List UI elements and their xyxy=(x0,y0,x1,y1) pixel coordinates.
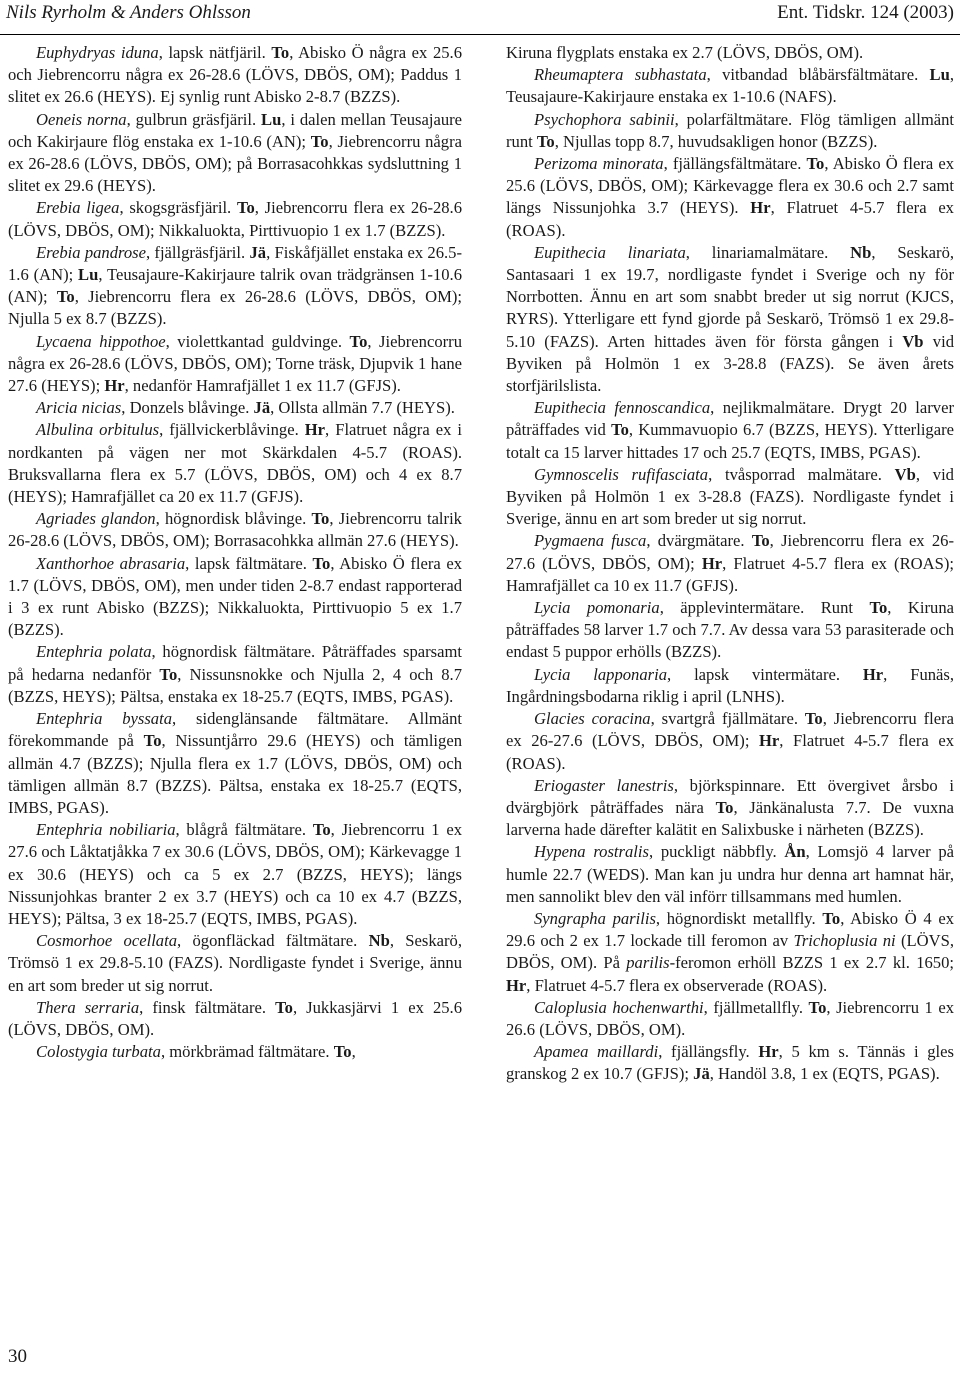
entry-text: , Jänkänalusta 7.7. De vuxna larverna hade därefter kalätit en Salixbuske i närheten (BZZS). xyxy=(506,797,954,840)
entry-text: , Flatruet 4-5.7 flera ex (ROAS). xyxy=(506,198,954,240)
province-code: To xyxy=(275,997,293,1017)
entry-text: , Abisko Ö flera ex 1.7 (LÖVS, DBÖS, OM), men under tiden 2-8.7 endast rapporterad i 3 ex runt Abisko (BZZS); Nikkaluokta, Pirttivuopio 5 ex 1.7 (BZZS). xyxy=(8,553,462,640)
entry-text: (LÖVS, DBÖS, OM). På xyxy=(506,931,955,973)
province-code: To xyxy=(869,598,888,618)
entry-text: , mörkbrämad fältmätare. xyxy=(160,1042,334,1062)
province-code: To xyxy=(822,908,841,928)
province-code: Hr xyxy=(759,731,780,751)
species-entry xyxy=(506,464,954,531)
entry-text: , fjällvickerblåvinge. xyxy=(159,420,305,440)
species-entry xyxy=(8,331,462,398)
entry-text: , Kummavuopio 6.7 (BZZS, HEYS). Ytterligare totalt ca 15 larver hittades 17 och 25.7 (EQTS, IMBS, PGAS). xyxy=(506,420,954,462)
species-entry xyxy=(506,1041,954,1085)
entry-text: , Jiebrencorru några ex 26-28.6 (LÖVS, DBÖS, OM); på Borrasacohkkas sydsluttning 1 slitet ex 29.6 (HEYS). xyxy=(8,131,462,196)
province-code: Hr xyxy=(506,975,527,995)
species-name: Colostygia turbata xyxy=(36,1042,161,1062)
entry-text: , Seskarö, Santasaari 1 ex 19.7, nordligaste fyndet i Sverige och ny för Norrbotten. Ännu en art som snabbt breder ut sig norrut (KJCS, RYRS). Ytterligare ett fynd gjorde på Seskarö, Trömsö 1 ex 29.8-5.10 (FAZS). Arten hittades även för första gången i xyxy=(506,242,955,351)
species-entry xyxy=(8,1041,462,1063)
entry-text: , fjällängsfly. xyxy=(658,1042,759,1062)
entry-text: , Funäs, Ingårdningsbodarna riklig i april (LNHS). xyxy=(506,664,955,706)
species-entry xyxy=(506,153,954,242)
entry-text: , Donzels blåvinge. xyxy=(121,398,254,418)
species-entry xyxy=(8,508,462,552)
province-code: Nb xyxy=(368,931,390,951)
right-text-column xyxy=(506,42,954,1086)
entry-text: , Njullas topp 8.7, huvudsakligen honor (BZZS). xyxy=(554,131,878,151)
province-code: Ån xyxy=(784,842,806,862)
entry-text: , Abisko Ö flera ex 25.6 (LÖVS, DBÖS, OM); Kärkevagge flera ex 30.6 och 2.7 samt längs Nissunjohka 3.7 (HEYS). xyxy=(506,154,955,218)
species-entry xyxy=(8,242,462,331)
province-code: To xyxy=(312,820,331,840)
province-code: To xyxy=(310,131,329,151)
entry-text: , björkspinnare. Ett övergivet årsbo i dvärgbjörk påträffades nära xyxy=(506,775,954,817)
entry-text: , Nissuntjårro 29.6 (HEYS) och tämligen allmän 4.7 (BZZS); Njulla flera ex 1.7 (LÖVS, DBÖS, OM) och tämligen allmän 8.7 (BZZS). Pältsa, enstaka ex 18-25.7 (EQTS, IMBS, PGAS). xyxy=(8,731,462,817)
entry-text: , i dalen mellan Teusajaure och Kakirjaure flög enstaka ex 1-10.6 (AN); xyxy=(8,109,463,151)
species-name: Entephria nobiliaria xyxy=(36,820,176,840)
species-entry xyxy=(506,664,954,708)
species-entry xyxy=(506,42,954,64)
province-code: To xyxy=(611,420,629,440)
species-name: Eupithecia fennoscandica xyxy=(534,398,711,418)
entry-text: Kiruna flygplats enstaka ex 2.7 (LÖVS, DBÖS, OM). xyxy=(506,43,864,62)
left-text-column xyxy=(8,42,462,1063)
province-code: To xyxy=(806,154,825,174)
species-entry xyxy=(506,530,954,597)
species-entry xyxy=(8,997,462,1041)
province-code: To xyxy=(159,664,178,684)
entry-text: , äpplevintermätare. Runt xyxy=(659,598,870,618)
entry-text: , puckligt näbbfly. xyxy=(648,842,785,862)
entry-text: , Nissunsnokke och Njulla 2, 4 och 8.7 (BZZS, HEYS); Pältsa, enstaka ex 18-25.7 (EQTS, IMBS, PGAS). xyxy=(8,664,462,706)
province-code: Nb xyxy=(850,242,872,262)
entry-text: , Kiruna påträffades 58 larver 1.7 och 7.7. Av dessa vara 53 parasiterade och endast 5 puppor erhölls (BZZS). xyxy=(506,598,954,662)
province-code: Hr xyxy=(750,198,771,218)
species-name: Entephria polata xyxy=(36,642,152,662)
entry-text: , blågrå fältmätare. xyxy=(175,820,313,840)
province-code: Lu xyxy=(929,65,950,85)
entry-text: -feromon erhöll BZZS 1 ex 2.7 kl. 1650; xyxy=(669,953,954,973)
province-code: To xyxy=(808,997,827,1017)
species-entry xyxy=(8,641,462,708)
species-name: Eupithecia linariata xyxy=(534,242,686,262)
running-header xyxy=(0,0,960,35)
province-code: To xyxy=(271,43,290,62)
entry-text: , Fiskåfjället enstaka ex 26.5-1.6 (AN); xyxy=(8,242,462,285)
entry-text: , nedanför Hamrafjället 1 ex 11.7 (GFJS). xyxy=(124,376,401,396)
species-name: Eriogaster lanestris xyxy=(534,775,674,795)
species-name: Psychophora sabinii xyxy=(534,109,675,129)
entry-text: , Teusajaure-Kakirjaure enstaka ex 1-10.6 (NAFS). xyxy=(506,65,954,107)
species-name: Albulina orbitulus xyxy=(36,420,160,440)
species-entry xyxy=(8,930,462,997)
species-entry xyxy=(506,597,954,664)
entry-text: , xyxy=(351,1042,356,1062)
entry-text: , lapsk vintermätare. xyxy=(667,664,863,684)
species-name: Pygmaena fusca xyxy=(534,531,647,551)
species-name: Hypena rostralis xyxy=(534,842,649,862)
species-name: Glacies coracina xyxy=(534,709,651,729)
species-name: Lycia pomonaria xyxy=(534,598,660,618)
entry-text: , högnordisk fältmätare. Påträffades sparsamt på hedarna nedanför xyxy=(8,642,462,684)
species-entry xyxy=(8,197,462,241)
species-entry xyxy=(8,819,462,930)
province-code: Jä xyxy=(693,1064,710,1084)
entry-text: , lapsk nätfjäril. xyxy=(158,43,272,62)
species-entry xyxy=(506,708,954,775)
province-code: To xyxy=(751,531,770,551)
entry-text: , Jiebrencorru 1 ex 27.6 och Låktatjåkka 7 ex 30.6 (LÖVS, DBÖS, OM); Kärkevagge 1 ex 30.6 (HEYS) och ca 5 ex 2.7 (BZZS, HEYS); längs Nissunjohkas branter 2 ex 3.7 (HEYS) och ca 10 ex 4.7 (BZZS, HEYS); Pältsa, 3 ex 18-25.7 (EQTS, IMBS, PGAS). xyxy=(8,820,463,928)
species-entry xyxy=(506,908,954,997)
species-name: Rheumaptera subhastata xyxy=(534,65,707,85)
species-name: Perizoma minorata xyxy=(534,154,664,174)
entry-text: , ögonfläckad fältmätare. xyxy=(177,931,369,951)
entry-text: , 5 km s. Tännäs i gles granskog 2 ex 10.7 (GFJS); xyxy=(506,1042,954,1084)
entry-text: , lapsk fältmätare. xyxy=(185,553,313,573)
entry-text: , högnordisk blåvinge. xyxy=(155,509,312,529)
province-code: To xyxy=(349,331,368,351)
species-name: Aricia nicias xyxy=(36,398,122,418)
species-name: Trichoplusia ni xyxy=(793,931,896,951)
province-code: Jä xyxy=(249,242,267,262)
entry-text: , fjällmetallfly. xyxy=(703,997,809,1017)
species-entry xyxy=(506,997,954,1041)
species-name: Apamea maillardi xyxy=(534,1042,659,1062)
header-authors: Nils Ryrholm & Anders Ohlsson xyxy=(6,2,251,23)
entry-text: , svartgrå fjällmätare. xyxy=(650,709,805,729)
page-number: 30 xyxy=(8,1346,27,1367)
province-code: To xyxy=(143,731,162,751)
species-entry xyxy=(8,42,462,109)
species-entry xyxy=(506,64,954,108)
entry-text: , Teusajaure-Kakirjaure talrik ovan trädgränsen 1-10.6 (AN); xyxy=(8,265,462,307)
species-name: Erebia ligea xyxy=(36,198,120,218)
entry-text: , Jiebrencorru flera ex 26-27.6 (LÖVS, DBÖS, OM); xyxy=(506,709,954,751)
province-code: To xyxy=(56,287,75,307)
province-code: To xyxy=(311,509,330,529)
species-name: Entephria byssata xyxy=(36,709,173,729)
species-entry xyxy=(506,775,954,842)
entry-text: , Lomsjö 4 larver på humle 22.7 (WEDS). Man kan ju undra hur denna art hamnat här, men sannolikt blev den väl införr tillsammans med humlen. xyxy=(506,842,954,906)
entry-text: , Flatruet några ex i nordkanten på vägen ner mot Skärkdalen 4-5.7 (ROAS). Bruksvallarna flera ex 5.7 (LÖVS, DBÖS, OM) och 4 ex 8.7 (HEYS); Hamrafjället ca 20 ex 11.7 (GFJS). xyxy=(8,420,462,507)
species-entry xyxy=(506,841,954,908)
entry-text: , skogsgräsfjäril. xyxy=(119,198,237,218)
province-code: Hr xyxy=(701,553,723,573)
species-name: Euphydryas iduna xyxy=(36,43,159,62)
entry-text: , nejlikmalmätare. Drygt 20 larver påträffades vid xyxy=(506,398,954,440)
province-code: Hr xyxy=(104,376,125,396)
entry-text: , finsk fältmätare. xyxy=(139,997,276,1017)
species-entry xyxy=(8,397,462,419)
province-code: Vb xyxy=(894,464,916,484)
species-name: Erebia pandrose xyxy=(36,242,146,262)
entry-text: , högnordiskt metallfly. xyxy=(655,908,823,928)
entry-text: , violettkantad guldvinge. xyxy=(165,331,350,351)
province-code: To xyxy=(804,709,823,729)
entry-text: , vitbandad blåbärsfältmätare. xyxy=(706,65,930,85)
species-name: Thera serraria xyxy=(36,997,140,1017)
province-code: Hr xyxy=(304,420,326,440)
province-code: Hr xyxy=(862,664,884,684)
species-name: parilis xyxy=(626,953,670,973)
species-name: Agriades glandon xyxy=(36,509,156,529)
entry-text: , Jukkasjärvi 1 ex 25.6 (LÖVS, DBÖS, OM). xyxy=(8,997,462,1039)
species-name: Lycaena hippothoe xyxy=(36,331,166,351)
province-code: To xyxy=(333,1042,352,1062)
species-entry xyxy=(506,109,954,153)
entry-text: , Flatruet 4-5.7 flera ex observerade (ROAS). xyxy=(526,975,828,995)
entry-text: , polarfältmätare. Flög tämligen allmänt runt xyxy=(506,109,955,151)
province-code: To xyxy=(312,553,331,573)
province-code: Hr xyxy=(758,1042,779,1062)
entry-text: , vid Byviken på Holmön 1 ex 3-28.8 (FAZS). Nordligaste fyndet i Sverige, ännu en art som breder ut sig norrut. xyxy=(506,464,954,529)
entry-text: , Flatruet 4-5.7 flera ex (ROAS); Hamrafjället ca 10 ex 11.7 (GFJS). xyxy=(506,553,954,595)
entry-text: , Jiebrencorru flera ex 26-27.6 (LÖVS, DBÖS, OM); xyxy=(506,531,954,573)
province-code: To xyxy=(536,131,555,151)
species-name: Cosmorhoe ocellata xyxy=(36,931,178,951)
entry-text: , linariamalmätare. xyxy=(685,242,851,262)
entry-text: , Ollsta allmän 7.7 (HEYS). xyxy=(270,398,455,418)
entry-text: , Flatruet 4-5.7 flera ex (ROAS). xyxy=(506,731,954,773)
province-code: Lu xyxy=(261,109,282,129)
header-journal: Ent. Tidskr. 124 (2003) xyxy=(777,2,954,23)
entry-text: , sidenglänsande fältmätare. Allmänt förekommande på xyxy=(8,709,462,751)
species-name: Caloplusia hochenwarthi xyxy=(534,997,704,1017)
species-entry xyxy=(8,553,462,642)
province-code: Jä xyxy=(253,398,271,418)
species-name: Gymnoscelis rufifasciata xyxy=(534,464,709,484)
entry-text: , Abisko Ö 4 ex 29.6 och 2 ex 1.7 lockade till feromon av xyxy=(506,908,954,951)
species-entry xyxy=(8,109,462,198)
entry-text: , fjällgräsfjäril. xyxy=(145,242,250,262)
entry-text: , Jiebrencorru talrik 26-28.6 (LÖVS, DBÖS, OM); Borrasacohkka allmän 27.6 (HEYS). xyxy=(8,509,462,551)
entry-text: vid Byviken på Holmön 1 ex 3-28.8 (FAZS). Se även årets storfjärilslista. xyxy=(506,331,954,396)
species-entry xyxy=(8,419,462,508)
province-code: Vb xyxy=(902,331,924,351)
species-name: Xanthorhoe abrasaria xyxy=(36,553,186,573)
species-entry xyxy=(506,242,954,397)
entry-text: , Abisko Ö några ex 25.6 och Jiebrencorru några ex 26-28.6 (LÖVS, DBÖS, OM); Paddus 1 slitet ex 26.6 (HEYS). Ej synlig runt Abisko 2-8.7 (BZZS). xyxy=(8,43,462,107)
species-name: Oeneis norna xyxy=(36,109,127,129)
province-code: To xyxy=(236,198,255,218)
entry-text: , Jiebrencorru några ex 26-28.6 (LÖVS, DBÖS, OM); Torne träsk, Djupvik 1 hane 27.6 (HEYS); xyxy=(8,331,462,396)
entry-text: , dvärgmätare. xyxy=(646,531,752,551)
entry-text: , Seskarö, Trömsö 1 ex 29.8-5.10 (FAZS). Nordligaste fyndet i Sverige, ännu en art som breder ut sig norrut. xyxy=(8,931,462,995)
entry-text: , gulbrun gräsfjäril. xyxy=(126,109,262,129)
province-code: To xyxy=(715,797,734,817)
species-entry xyxy=(506,397,954,464)
entry-text: , Jiebrencorru flera ex 26-28.6 (LÖVS, DBÖS, OM); Njulla 5 ex 8.7 (BZZS). xyxy=(8,287,462,329)
province-code: Lu xyxy=(78,265,99,285)
entry-text: , Handöl 3.8, 1 ex (EQTS, PGAS). xyxy=(709,1064,940,1084)
species-name: Syngrapha parilis xyxy=(534,908,656,928)
entry-text: , Jiebrencorru flera ex 26-28.6 (LÖVS, DBÖS, OM); Nikkaluokta, Pirttivuopio 1 ex 1.7 (BZZS). xyxy=(8,198,463,240)
entry-text: , tvåsporrad malmätare. xyxy=(708,464,895,484)
entry-text: , Jiebrencorru 1 ex 26.6 (LÖVS, DBÖS, OM). xyxy=(506,997,955,1039)
entry-text: , fjällängsfältmätare. xyxy=(663,154,807,174)
species-name: Lycia lapponaria xyxy=(534,664,668,684)
species-entry xyxy=(8,708,462,819)
